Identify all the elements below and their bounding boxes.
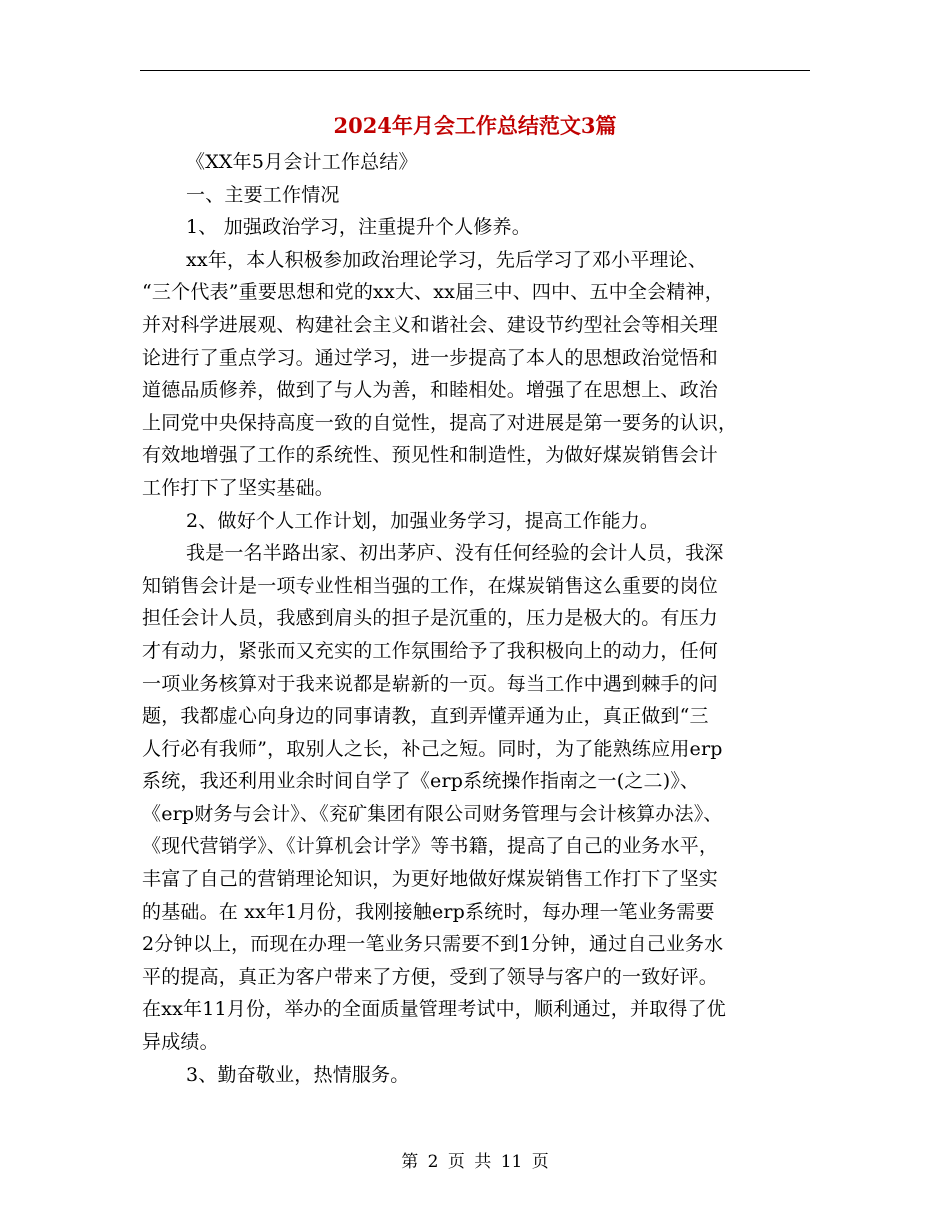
page-footer: 第 2 页 共 11 页 <box>401 1152 549 1172</box>
body-line: 上同党中央保持高度一致的自觉性，提高了对进展是第一要务的认识， <box>142 411 738 434</box>
body-line: 工作打下了坚实基础。 <box>142 476 335 499</box>
body-line: 1、 加强政治学习，注重提升个人修养。 <box>186 216 531 239</box>
body-line: 才有动力，紧张而又充实的工作氛围给予了我积极向上的动力，任何 <box>142 639 719 662</box>
body-line: 一、主要工作情况 <box>186 183 340 206</box>
body-line: 我是一名半路出家、初出茅庐、没有任何经验的会计人员，我深 <box>186 542 724 565</box>
body-line: 2、做好个人工作计划，加强业务学习，提高工作能力。 <box>186 509 660 532</box>
header-rule <box>140 70 810 71</box>
body-line: 题，我都虚心向身边的同事请教，直到弄懂弄通为止，真正做到“三 <box>142 705 709 728</box>
body-line: 系统，我还利用业余时间自学了《erp系统操作指南之一(之二)》、 <box>142 770 700 793</box>
body-line: 一项业务核算对于我来说都是崭新的一页。每当工作中遇到棘手的问 <box>142 672 719 695</box>
body-line: 人行必有我师”，取别人之长，补己之短。同时，为了能熟练应用erp <box>142 737 723 760</box>
body-line: 2分钟以上，而现在办理一笔业务只需要不到1分钟，通过自己业务水 <box>142 933 724 956</box>
body-line: 论进行了重点学习。通过学习，进一步提高了本人的思想政治觉悟和 <box>142 346 719 369</box>
body-line: 担任会计人员，我感到肩头的担子是沉重的，压力是极大的。有压力 <box>142 607 719 630</box>
body-line: 知销售会计是一项专业性相当强的工作，在煤炭销售这么重要的岗位 <box>142 574 719 597</box>
body-line: 的基础。在 xx年1月份，我刚接触erp系统时，每办理一笔业务需要 <box>142 900 715 923</box>
body-line: xx年，本人积极参加政治理论学习，先后学习了邓小平理论、 <box>186 248 708 271</box>
body-line: 《erp财务与会计》、《兖矿集团有限公司财务管理与会计核算办法》、 <box>142 802 723 825</box>
body-line: 在xx年11月份，举办的全面质量管理考试中，顺利通过，并取得了优 <box>142 998 727 1021</box>
body-line: 丰富了自己的营销理论知识，为更好地做好煤炭销售工作打下了坚实 <box>142 868 719 891</box>
body-line: 并对科学进展观、构建社会主义和谐社会、建设节约型社会等相关理 <box>142 313 719 336</box>
document-title: 2024年月会工作总结范文3篇 <box>333 113 617 138</box>
body-line: 异成绩。 <box>142 1031 219 1054</box>
body-line: “三个代表”重要思想和党的xx大、xx届三中、四中、五中全会精神， <box>142 281 724 304</box>
document-body <box>142 146 810 1091</box>
body-line: 道德品质修养，做到了与人为善，和睦相处。增强了在思想上、政治 <box>142 379 719 402</box>
body-line: 有效地增强了工作的系统性、预见性和制造性，为做好煤炭销售会计 <box>142 444 719 467</box>
body-line: 3、勤奋敬业，热情服务。 <box>186 1063 410 1086</box>
body-line: 《XX年5月会计工作总结》 <box>186 151 418 173</box>
body-line: 平的提高，真正为客户带来了方便，受到了领导与客户的一致好评。 <box>142 965 719 988</box>
body-line: 《现代营销学》、《计算机会计学》等书籍，提高了自己的业务水平， <box>142 835 719 858</box>
